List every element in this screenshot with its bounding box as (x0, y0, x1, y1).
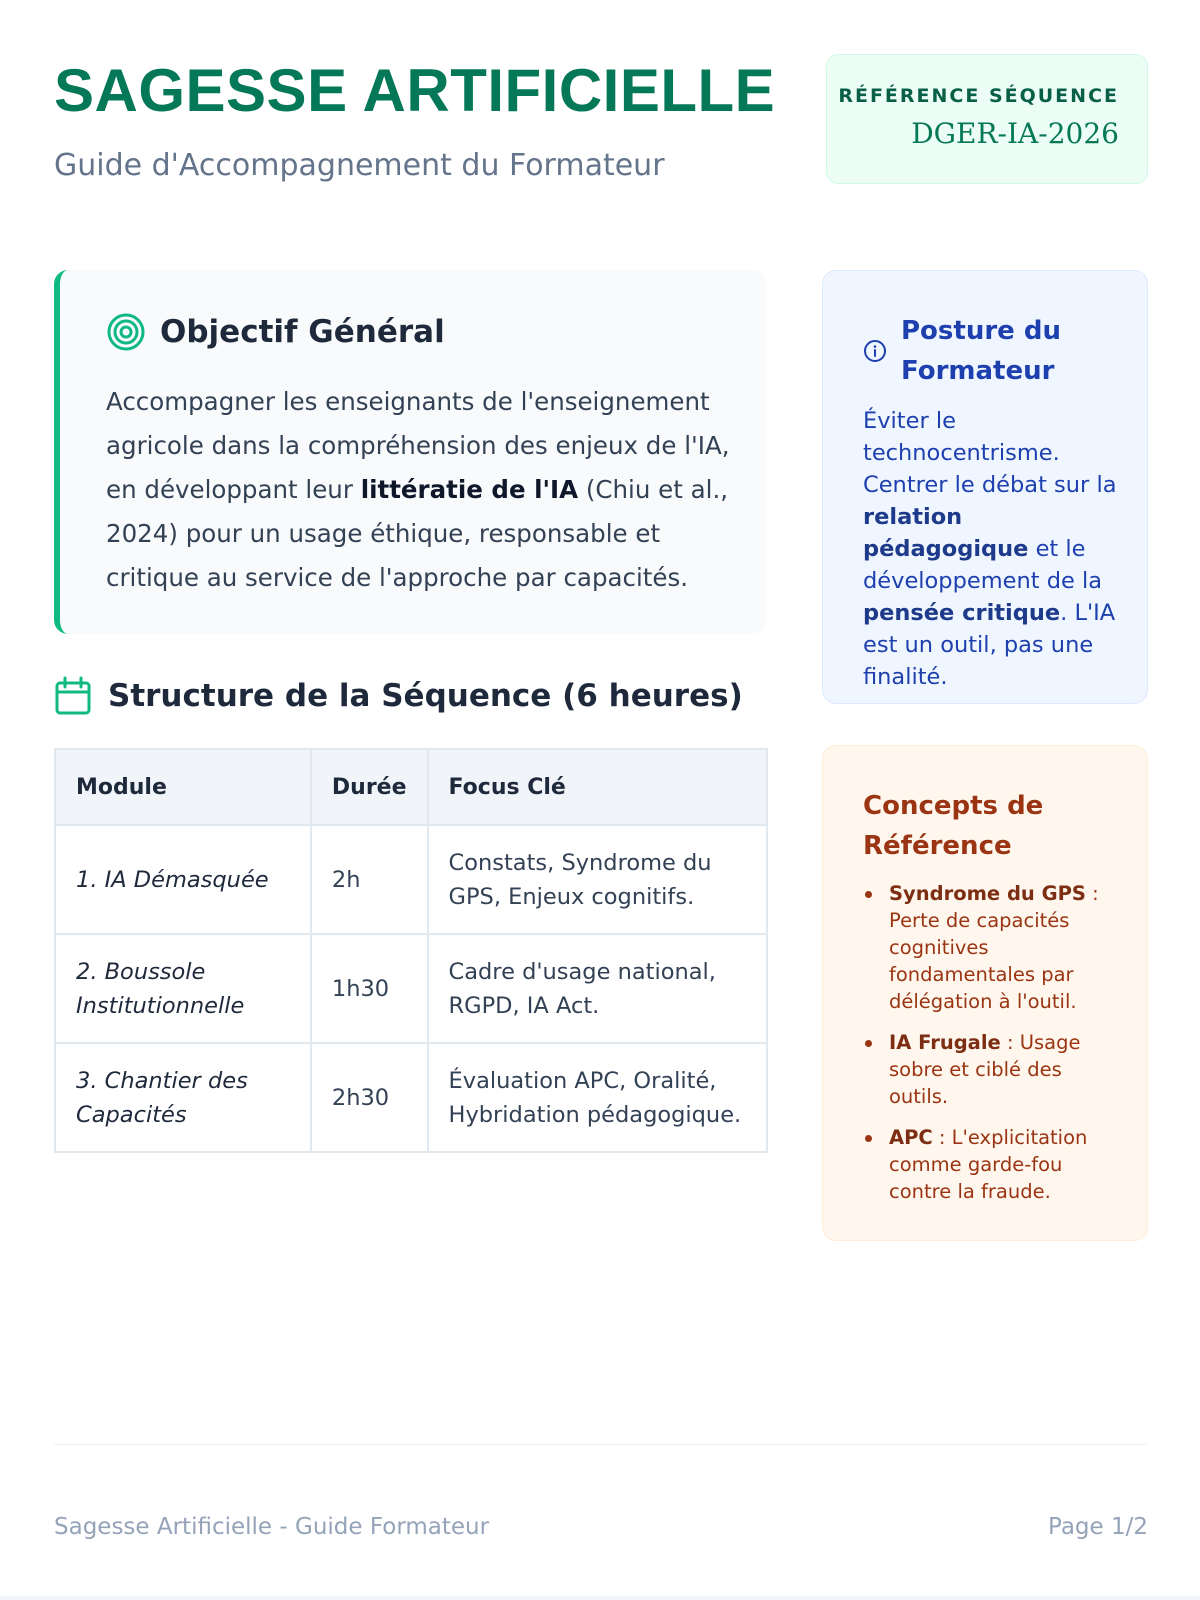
objective-text: Accompagner les enseignants de l'enseignement agricole dans la compréhension des enjeux de l'IA, en développant leur littératie de l'IA (Chiu et al., 2024) pour un usage éthique, responsable et critique au service de l'approche par capacités. (106, 387, 730, 592)
objective-card (54, 270, 766, 634)
column-header-module: Module (55, 749, 311, 825)
structure-title: Structure de la Séquence (6 heures) (108, 678, 743, 714)
document-title: SAGESSE ARTIFICIELLE (54, 57, 776, 124)
duration-cell: 1h30 (311, 934, 428, 1043)
table-row (55, 825, 767, 934)
column-header-focus: Focus Clé (428, 749, 767, 825)
bottom-edge (0, 1596, 1200, 1600)
list-item: APC : L'explicitation comme garde-fou contre la fraude. (863, 1124, 1125, 1205)
module-cell: 2. Boussole Institutionnelle (55, 934, 311, 1043)
structure-table (54, 748, 768, 1153)
info-icon (863, 339, 887, 363)
reference-code: DGER-IA-2026 (911, 117, 1119, 150)
page-number: Page 1/2 (1047, 1514, 1148, 1540)
posture-heading (863, 311, 1101, 391)
posture-highlight-critique: pensée critique (863, 600, 1061, 626)
table-header-row (55, 749, 767, 825)
table-row (55, 934, 767, 1043)
duration-cell: 2h (311, 825, 428, 934)
posture-highlight-relation: relation pédagogique (863, 504, 1029, 562)
document-subtitle: Guide d'Accompagnement du Formateur (54, 148, 665, 183)
target-icon (106, 312, 146, 352)
footer-divider (54, 1444, 1148, 1445)
duration-cell: 2h30 (311, 1043, 428, 1152)
focus-cell: Cadre d'usage national, RGPD, IA Act. (428, 934, 767, 1043)
calendar-icon (54, 676, 92, 716)
module-cell: 3. Chantier des Capacités (55, 1043, 311, 1152)
focus-cell: Évaluation APC, Oralité, Hybridation pédagogique. (428, 1043, 767, 1152)
posture-title: Posture du Formateur (901, 316, 1061, 386)
list-item: IA Frugale : Usage sobre et ciblé des outils. (863, 1029, 1125, 1110)
objective-highlight: littératie de l'IA (360, 475, 579, 504)
posture-text: Éviter le technocentrisme. Centrer le débat sur la relation pédagogique et le développement de la pensée critique. L'IA est un outil, pas une finalité. (863, 408, 1117, 690)
concept-term: Syndrome du GPS (889, 882, 1086, 905)
list-item: Syndrome du GPS : Perte de capacités cognitives fondamentales par délégation à l'outil. (863, 880, 1125, 1015)
concepts-list (863, 880, 1125, 1219)
objective-title: Objectif Général (160, 314, 445, 350)
concepts-title: Concepts de Référence (863, 791, 1044, 861)
objective-heading (106, 312, 445, 352)
table-row (55, 1043, 767, 1152)
column-header-duration: Durée (311, 749, 428, 825)
concept-term: IA Frugale (889, 1031, 1001, 1054)
posture-box (822, 270, 1148, 704)
structure-heading (54, 676, 743, 716)
module-cell: 1. IA Démasquée (55, 825, 311, 934)
reference-label: RÉFÉRENCE SÉQUENCE (838, 85, 1119, 107)
concepts-box (822, 745, 1148, 1241)
focus-cell: Constats, Syndrome du GPS, Enjeux cognitifs. (428, 825, 767, 934)
reference-box (826, 54, 1148, 184)
concept-term: APC (889, 1126, 933, 1149)
footer-title: Sagesse Artificielle - Guide Formateur (54, 1514, 490, 1540)
